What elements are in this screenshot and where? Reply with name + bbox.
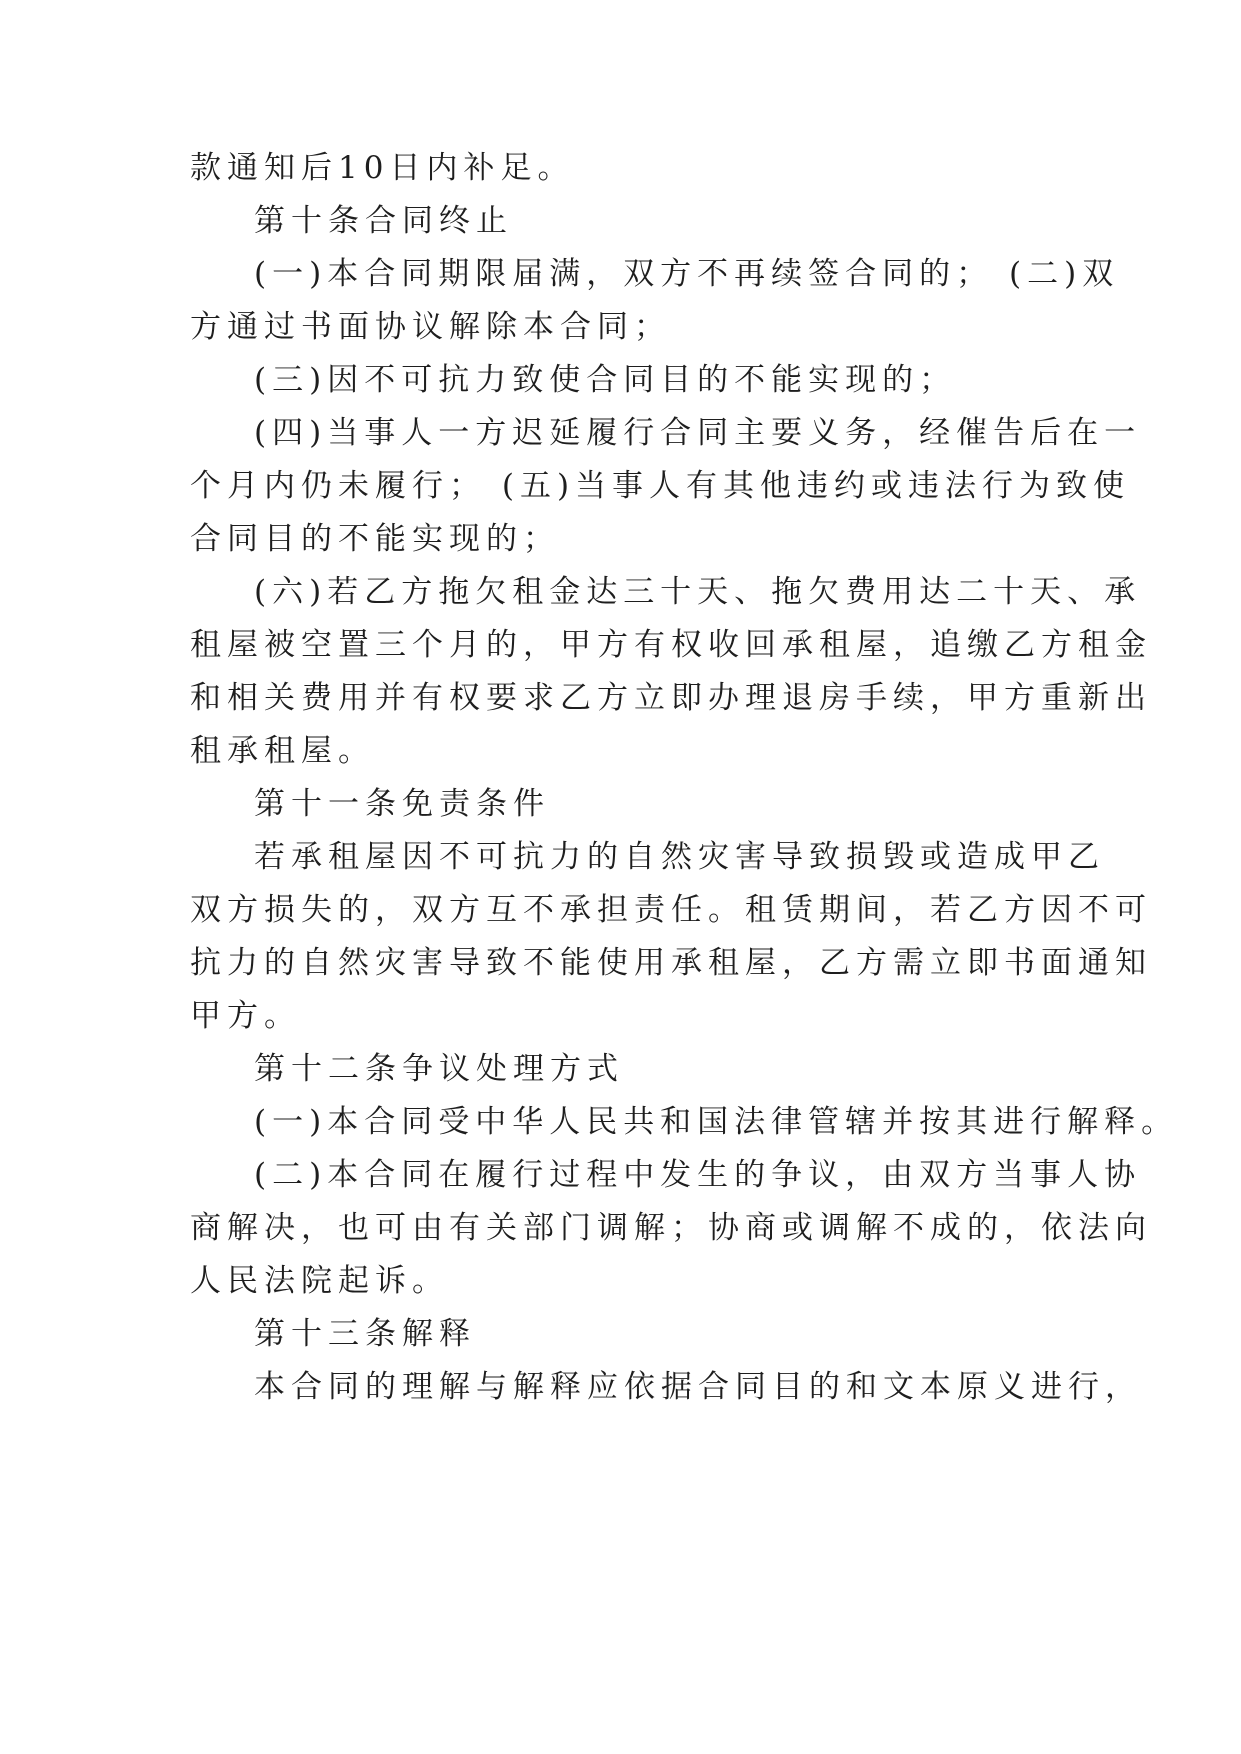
text-line: 个月内仍未履行； (五)当事人有其他违约或违法行为致使 [190, 468, 1131, 504]
text-line: 抗力的自然灾害导致不能使用承租屋，乙方需立即书面通知 [190, 945, 1152, 981]
text-line: 和相关费用并有权要求乙方立即办理退房手续，甲方重新出 [190, 680, 1152, 716]
text-line: 租承租屋。 [190, 733, 375, 769]
text-line: 若承租屋因不可抗力的自然灾害导致损毁或造成甲乙 [254, 839, 1105, 875]
text-line: 人民法院起诉。 [190, 1263, 449, 1299]
section-heading: 第十一条免责条件 [254, 786, 550, 822]
section-heading: 第十条合同终止 [254, 203, 513, 239]
text-line: (一)本合同期限届满，双方不再续签合同的； (二)双 [254, 256, 1120, 292]
text-line: (三)因不可抗力致使合同目的不能实现的； [254, 362, 957, 398]
section-heading: 第十二条争议处理方式 [254, 1051, 624, 1087]
text-line: (四)当事人一方迟延履行合同主要义务，经催告后在一 [254, 415, 1142, 451]
text-line: 本合同的理解与解释应依据合同目的和文本原义进行， [254, 1369, 1142, 1405]
text-line: (一)本合同受中华人民共和国法律管辖并按其进行解释。 [254, 1104, 1179, 1140]
text-line: 商解决，也可由有关部门调解；协商或调解不成的，依法向 [190, 1210, 1152, 1246]
text-line: 双方损失的，双方互不承担责任。租赁期间，若乙方因不可 [190, 892, 1152, 928]
text-line: 方通过书面协议解除本合同； [190, 309, 671, 345]
text-line: 甲方。 [190, 998, 301, 1034]
text-line: 合同目的不能实现的； [190, 521, 560, 557]
text-line: (六)若乙方拖欠租金达三十天、拖欠费用达二十天、承 [254, 574, 1142, 610]
text-line: (二)本合同在履行过程中发生的争议，由双方当事人协 [254, 1157, 1142, 1193]
section-heading: 第十三条解释 [254, 1316, 476, 1352]
text-line: 租屋被空置三个月的，甲方有权收回承租屋，追缴乙方租金 [190, 627, 1152, 663]
text-line: 款通知后10日内补足。 [190, 150, 575, 186]
